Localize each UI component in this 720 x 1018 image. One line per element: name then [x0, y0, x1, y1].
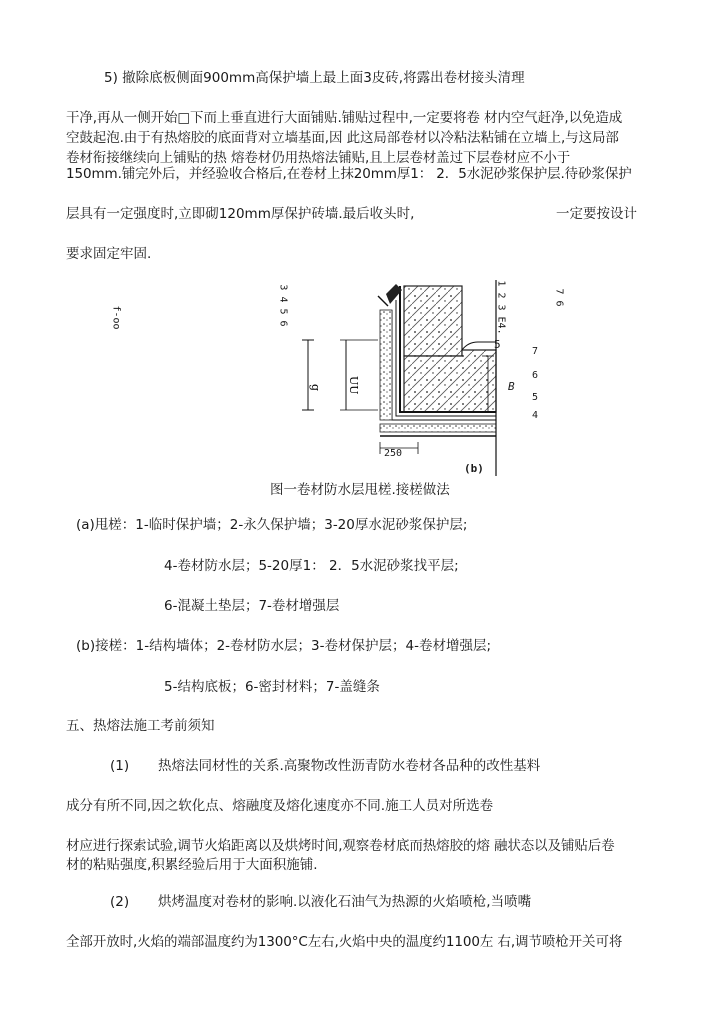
legend-line: (b)接槎：1-结构墙体；2-卷材防水层；3-卷材保护层；4-卷材增强层; [76, 638, 491, 654]
item-number: (2) [110, 894, 130, 910]
legend-line: 6-混凝土垫层；7-卷材增强层 [164, 598, 340, 614]
joint-detail-figure [268, 280, 498, 476]
section-title: 五、热熔法施工考前须知 [66, 718, 215, 734]
right-mark: 6 [532, 370, 539, 381]
legend-line: 4-卷材防水层；5-20厚1： 2．5水泥砂浆找平层; [164, 558, 459, 574]
para-line: 层具有一定强度时,立即砌120mm厚保护砖墙.最后收头时, [66, 206, 415, 222]
legend-line: (a)甩槎：1-临时保护墙；2-永久保护墙；3-20厚水泥砂浆保护层; [76, 517, 468, 533]
para-line: 150mm.铺完外后，并经验收合格后,在卷材上抹20mm厚1： 2．5水泥砂浆保护层.待砂浆保护 [66, 166, 632, 182]
para-line: 卷材衔接继续向上铺贴的热 熔卷材仍用热熔法铺贴,且上层卷材盖过下层卷材应不小于 [66, 150, 571, 166]
structural-slab [404, 350, 496, 412]
svg-text:g: g [309, 384, 322, 392]
item-text: 材应进行探索试验,调节火焰距离以及烘烤时间,观察卷材底而热熔胶的熔 融状态以及铺贴后卷 [66, 838, 615, 854]
para-line: 干净,再从一侧开始□下而上垂直进行大面铺贴.铺贴过程中,一定要将卷 材内空气赶净,以免造成 [66, 110, 623, 126]
figure-top-left-label: 3 4 5 6 [277, 284, 289, 327]
figure-sub-label: (b) [464, 462, 484, 475]
dim-label-b: B [508, 380, 515, 393]
legend-line: 5-结构底板；6-密封材料；7-盖缝条 [164, 679, 380, 695]
figure-left-label: f-oo [110, 305, 122, 330]
right-mark: 4 [532, 410, 539, 421]
item-text: 热熔法同材性的关系.高聚物改性沥青防水卷材各品种的改性基料 [158, 758, 541, 774]
figure-far-right-label: 7 6 [553, 288, 565, 307]
para-line: 空鼓起泡.由于有热熔胶的底面背对立墙基面,因 此这局部卷材以冷粘法粘铺在立墙上,与这局部 [66, 130, 619, 146]
right-mark: 7 [532, 346, 539, 357]
item-number: (1) [110, 758, 130, 774]
dim-label-5: 5 [494, 338, 501, 351]
bottom-layer [380, 424, 496, 432]
protection-layer [380, 310, 392, 420]
figure-caption: 图一卷材防水层甩槎.接槎做法 [270, 482, 450, 498]
right-mark: 5 [532, 392, 539, 403]
item-text: 烘烤温度对卷材的影响.以液化石油气为热源的火焰喷枪,当喷嘴 [158, 894, 532, 910]
structural-wall [404, 286, 462, 356]
para-heading-5: 5) 撤除底板侧面900mm高保护墙上最上面3皮砖,将露出卷材接头清理 [104, 70, 525, 86]
item-text: 材的粘贴强度,积累经验后用于大面积施铺. [66, 857, 318, 873]
para-line: 一定要按设计 [556, 206, 637, 222]
item-text: 全部开放时,火焰的端部温度约为1300°C左右,火焰中央的温度约1100左 右,调节喷枪开关可将 [66, 934, 623, 950]
para-line: 要求固定牢固. [66, 246, 152, 262]
figure-top-right-label: 1 2 3 E4. [495, 280, 507, 335]
dim-label-250: 250 [384, 448, 403, 459]
svg-text:UU: UU [347, 376, 360, 395]
item-text: 成分有所不同,因之软化点、熔融度及熔化速度亦不同.施工人员对所选卷 [66, 798, 494, 814]
